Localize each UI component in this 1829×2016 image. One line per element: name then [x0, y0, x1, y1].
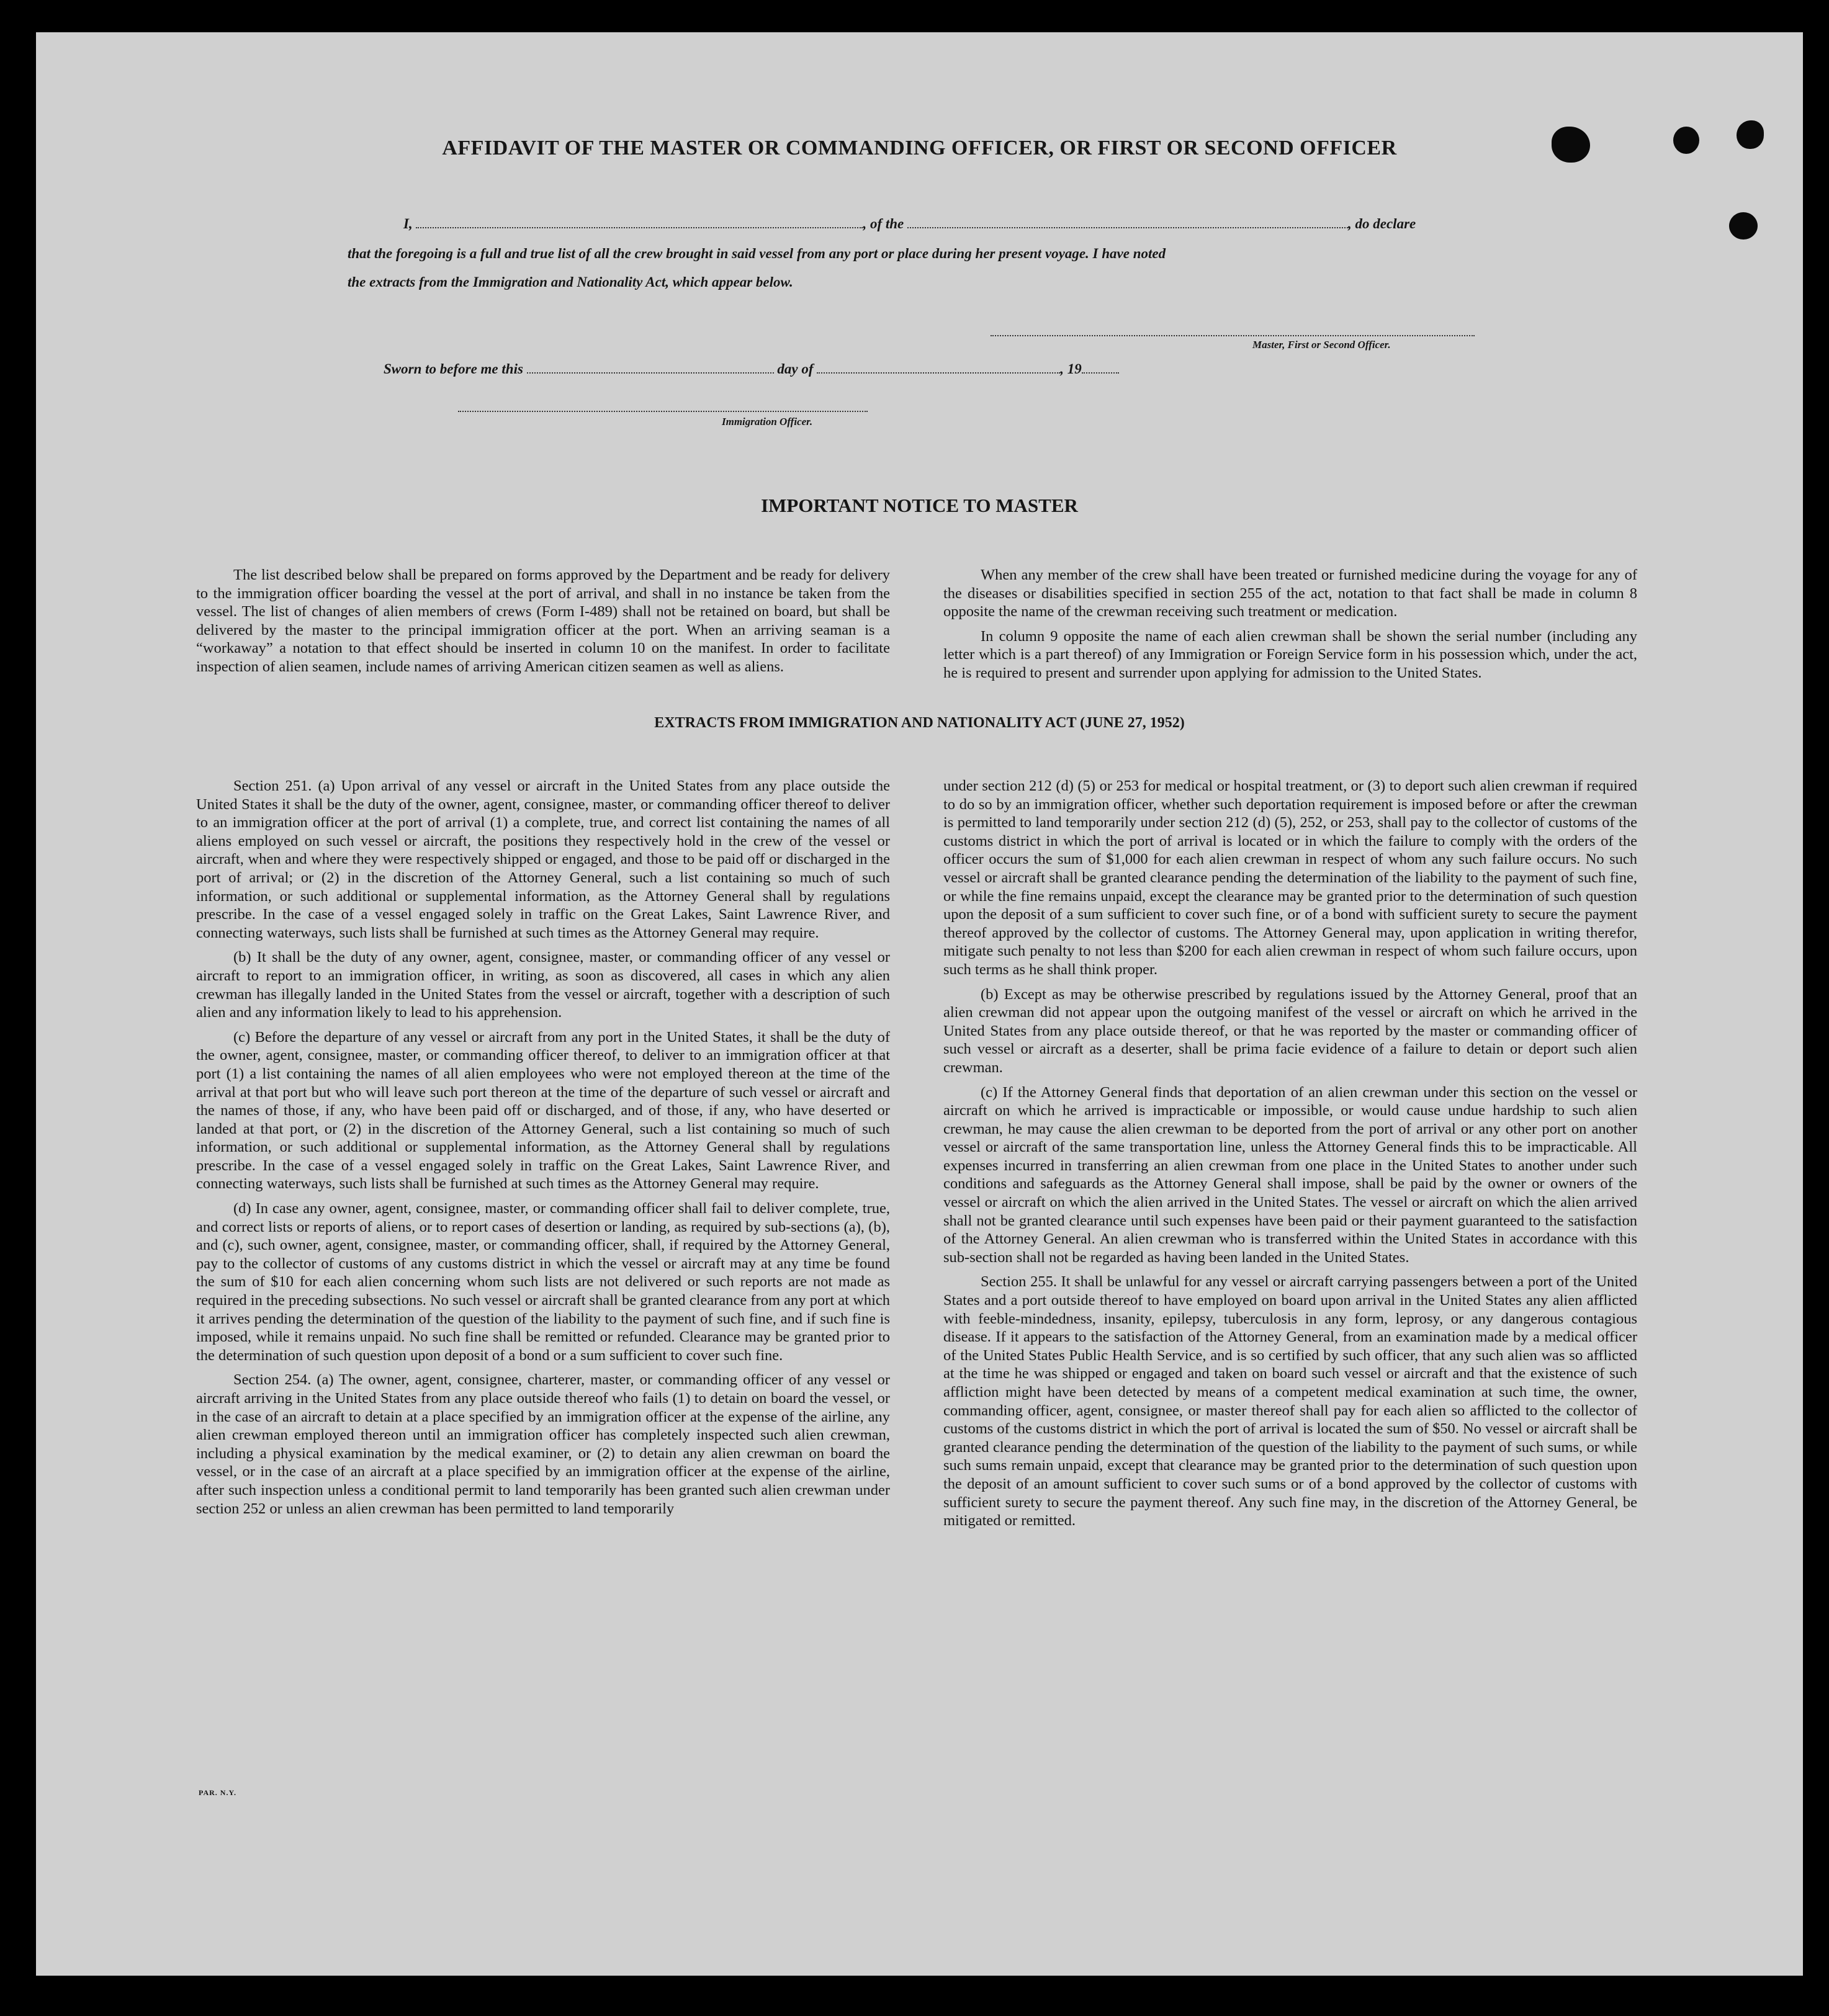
notice-paragraph: The list described below shall be prepared on forms approved by the Department and be ready for delivery to the immigration officer boarding the vessel at the port of arrival, and shall in no instance be taken from the vessel. The list of changes of alien members of crews (Form I-489) shall not be retained on board, but shall be delivered by the master to the principal immigration officer at the port. When an arriving seaman is a “workaway” a notation to that effect should be inserted in column 10 on the manifest. In order to facilitate inspection of alien seamen, include names of arriving American citizen seamen as well as aliens. [196, 567, 890, 675]
officer-caption: Immigration Officer. [722, 416, 813, 428]
sworn-month-field[interactable] [817, 372, 1060, 374]
do-declare-label: , do declare [1348, 216, 1416, 231]
vessel-name-field[interactable] [907, 226, 1348, 228]
sworn-day-field[interactable] [527, 372, 774, 374]
master-caption: Master, First or Second Officer. [1252, 339, 1391, 351]
extracts-title: EXTRACTS FROM IMMIGRATION AND NATIONALITY ACT (JUNE 27, 1952) [654, 715, 1185, 731]
master-signature-line[interactable] [991, 335, 1475, 336]
declarant-name-field[interactable] [416, 226, 863, 228]
notice-paragraph: In column 9 opposite the name of each alien crewman shall be shown the serial number (including any letter which is a part thereof) of any Immigration or Foreign Service form in his possession which, under the act, he is required to present and surrender upon applying for admission to the United States. [943, 627, 1637, 681]
of-the-label: , of the [863, 216, 904, 231]
notice-left-column [196, 566, 890, 683]
section-paragraph: (b) It shall be the duty of any owner, agent, consignee, master, or commanding officer of any vessel or aircraft to report to an immigration officer, in writing, as soon as discovered, all cases in which any alien crewman has illegally landed in the United States from the vessel or aircraft, together with a description of such alien and any information likely to lead to his apprehension. [196, 949, 890, 1021]
section-paragraph: Section 254. (a) The owner, agent, consignee, charterer, master, or commanding officer of any vessel or aircraft arriving in the United States from any place outside thereof who fails (1) to detain on board the vessel, or in the case of an aircraft to detain at a place specified by an immigration officer at the expense of the airline, any alien crewman employed thereon until an immigration officer has completely inspected such alien crewman, including a physical examination by the medical examiner, or (2) to detain any alien crewman on board the vessel, or in the case of an aircraft at a place specified by an immigration officer at the expense of the airline, after such inspection unless a conditional permit to land temporarily has been granted such alien crewman under section 252 or unless an alien crewman has been permitted to land temporarily [196, 1371, 890, 1517]
sworn-line [384, 361, 1314, 377]
year-prefix: , 19 [1060, 361, 1082, 377]
extracts-left-column [196, 777, 890, 1524]
ink-blot [1552, 127, 1590, 163]
form-page [36, 32, 1803, 1976]
ink-blot [1737, 120, 1764, 149]
extracts-right-column [943, 777, 1637, 1536]
notice-paragraph: When any member of the crew shall have been treated or furnished medicine during the voyage for any of the diseases or disabilities specified in section 255 of the act, notation to that fact shall be made in column 8 opposite the name of the crewman receiving such treatment or medication. [943, 567, 1637, 620]
section-paragraph: (c) Before the departure of any vessel or aircraft from any port in the United States, it shall be the duty of the owner, agent, consignee, master, or commanding officer thereof, to deliver to an immigration officer at that port (1) a list containing the names of all alien employees who were not employed thereon at the time of the arrival at that port but who will leave such port thereon at the time of the departure of such vessel or aircraft and the names of those, if any, who have been paid off or discharged, and of those, if any, who have deserted or landed at that port, or (2) in the discretion of the Attorney General, such a list containing so much of such information, or such additional or supplemental information, as the Attorney General shall by regulations prescribe. In the case of a vessel engaged solely in traffic on the Great Lakes, Saint Lawrence River, and connecting waterways, such lists shall be furnished at such times as the Attorney General may require. [196, 1028, 890, 1193]
officer-signature-line[interactable] [458, 411, 868, 412]
printer-mark: PAR. N.Y. [199, 1788, 237, 1797]
section-paragraph: (d) In case any owner, agent, consignee, master, or commanding officer shall fail to deliver complete, true, and correct lists or reports of aliens, or to report cases of desertion or landing, as required by sub-sections (a), (b), and (c), such owner, agent, consignee, master, or commanding officer, shall, if required by the Attorney General, pay to the collector of customs of any customs district in which the vessel or aircraft may at any time be found the sum of $10 for each alien concerning whom such lists are not delivered or such reports are not made as required in the preceding subsections. No such vessel or aircraft shall be granted clearance from any port at which it arrives pending the determination of the question of the liability to the payment of such fine, and if such fine is imposed, while it remains unpaid. No such fine shall be remitted or refunded. Clearance may be granted prior to the determination of such question upon deposit of a bond or a sum sufficient to cover such fine. [196, 1200, 890, 1364]
declaration-line-1 [403, 216, 1514, 232]
section-paragraph: (c) If the Attorney General finds that deportation of an alien crewman under this section on the vessel or aircraft on which he arrived is impracticable or impossible, or would cause undue hardship to such alien crewman, he may cause the alien crewman to be deported from the port of arrival or any other port on another vessel or aircraft of the same transportation line, unless the Attorney General finds this to be impracticable. All expenses incurred in transferring an alien crewman from one place in the United States to another under such conditions and safeguards as the Attorney General shall impose, shall be paid by the owner or owners of the vessel or aircraft on which the alien arrived in the United States. The vessel or aircraft on which the alien arrived shall not be granted clearance until such expenses have been paid or their payment guaranteed to the satisfaction of the Attorney General. An alien crewman who is transferred within the United States in accordance with this sub-section shall not be regarded as having been landed in the United States. [943, 1083, 1637, 1266]
sworn-year-field[interactable] [1082, 372, 1119, 374]
section-paragraph: Section 251. (a) Upon arrival of any vessel or aircraft in the United States from any place outside the United States it shall be the duty of the owner, agent, consignee, master, or commanding officer thereof to deliver to an immigration officer at the port of arrival (1) a complete, true, and correct list containing the names of all aliens employed on such vessel or aircraft, the positions they respectively hold in the crew of the vessel or aircraft, when and where they were respectively shipped or engaged, and those to be paid off or discharged in the port of arrival; or (2) in the discretion of the Attorney General, such a list containing so much of such information, or such additional or supplemental information, as the Attorney General shall by regulations prescribe. In the case of a vessel engaged solely in traffic on the Great Lakes, Saint Lawrence River, and connecting waterways, such lists shall be furnished at such times as the Attorney General may require. [196, 777, 890, 941]
ink-blot [1673, 127, 1699, 154]
declaration-line-3: the extracts from the Immigration and Nationality Act, which appear below. [348, 274, 793, 290]
declare-prefix: I, [403, 216, 413, 231]
section-paragraph: Section 255. It shall be unlawful for any vessel or aircraft carrying passengers between a port of the United States and a port outside thereof to have employed on board upon arrival in the United States any alien afflicted with feeble-mindedness, insanity, epilepsy, tuberculosis in any form, leprosy, or any dangerous contagious disease. If it appears to the satisfaction of the Attorney General, from an examination made by a medical officer of the United States Public Health Service, and is so certified by such officer, that any such alien was so afflicted at the time he was shipped or engaged and taken on board such vessel or aircraft and that the existence of such affliction might have been detected by means of a competent medical examination at such time, the owner, commanding officer, agent, consignee, or master thereof shall pay for each alien so afflicted to the collector of customs of the customs district in which the port of arrival is located the sum of $50. No vessel or aircraft shall be granted clearance pending the determination of the question of the liability to the payment of such sums, or while such sums remain unpaid, except that clearance may be granted prior to the determination of such question upon the deposit of an amount sufficient to cover such sums or of a bond approved by the collector of customs with sufficient surety to secure the payment thereof. Any such fine may, in the discretion of the Attorney General, be mitigated or remitted. [943, 1273, 1637, 1530]
sworn-prefix: Sworn to before me this [384, 361, 523, 377]
notice-title: IMPORTANT NOTICE TO MASTER [761, 495, 1078, 516]
ink-blot [1729, 212, 1758, 240]
notice-right-column [943, 566, 1637, 689]
day-of-label: day of [777, 361, 814, 377]
section-paragraph: (b) Except as may be otherwise prescribed by regulations issued by the Attorney General, proof that an alien crewman did not appear upon the outgoing manifest of the vessel or aircraft on which he arrived in the United States from any place outside thereof, or that he was reported by the master or commanding officer of such vessel or aircraft as a deserter, shall be prima facie evidence of a failure to detain or deport such alien crewman. [943, 985, 1637, 1076]
affidavit-title: AFFIDAVIT OF THE MASTER OR COMMANDING OFFICER, OR FIRST OR SECOND OFFICER [442, 137, 1397, 159]
declaration-line-2: that the foregoing is a full and true list of all the crew brought in said vessel from any port or place during her present voyage. I have noted [348, 246, 1166, 261]
section-paragraph: under section 212 (d) (5) or 253 for medical or hospital treatment, or (3) to deport such alien crewman if required to do so by an immigration officer, whether such deportation requirement is imposed before or after the crewman is permitted to land temporarily under section 212 (d) (5), 252, or 253, shall pay to the collector of customs of the customs district in which the port of arrival is located or in which the failure to comply with the orders of the officer occurs the sum of $1,000 for each alien crewman in respect of whom any such failure occurs. No such vessel or aircraft shall be granted clearance pending the determination of the liability to the payment of such fine, or while the fine remains unpaid, except the clearance may be granted prior to the determination of such question upon the deposit of a sum sufficient to cover such fine, or of a bond with sufficient surety to secure the payment thereof approved by the collector of customs. The Attorney General may, upon application in writing therefor, mitigate such penalty to not less than $200 for each alien crewman in respect of whom such failure occurs, upon such terms as he shall think proper. [943, 777, 1637, 978]
